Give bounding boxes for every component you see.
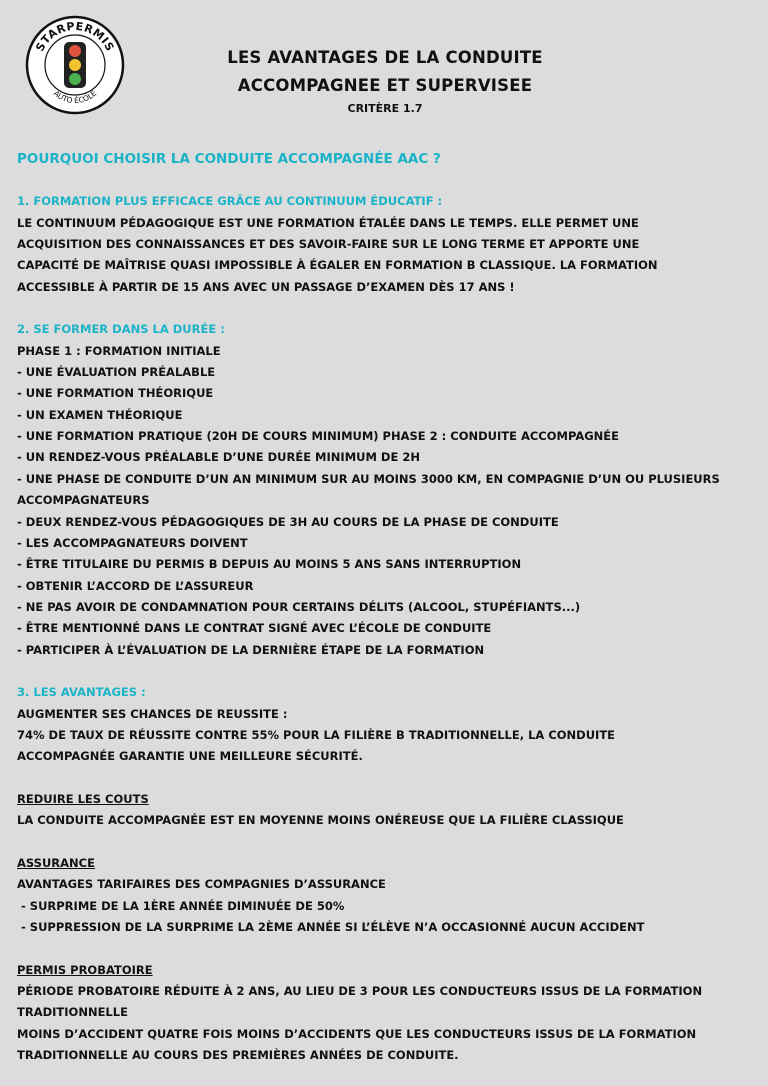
list-item: - ÊTRE TITULAIRE DU PERMIS B DEPUIS AU MOINS 5 ANS SANS INTERRUPTION [17,557,522,572]
text-line: MOINS D’ACCIDENT QUATRE FOIS MOINS D’ACCIDENTS QUE LES CONDUCTEURS ISSUS DE LA FORMATION [17,1026,697,1041]
criterion-label: CRITÈRE 1.7 [347,102,423,115]
list-item: - SURPRIME DE LA 1ÈRE ANNÉE DIMINUÉE DE 50% [17,898,345,913]
reussite-title: AUGMENTER SES CHANCES DE REUSSITE : [17,706,288,721]
list-item: - DEUX RENDEZ-VOUS PÉDAGOGIQUES DE 3H AU COURS DE LA PHASE DE CONDUITE [17,514,559,529]
section2-list [17,341,752,661]
list-item: - PARTICIPER À L’ÉVALUATION DE LA DERNIÈRE ÉTAPE DE LA FORMATION [17,642,485,657]
document-body [17,149,752,1066]
text-line: PÉRIODE PROBATOIRE RÉDUITE À 2 ANS, AU LIEU DE 3 POUR LES CONDUCTEURS ISSUS DE LA FORMATION [17,984,703,999]
list-item: - OBTENIR L’ACCORD DE L’ASSUREUR [17,578,254,593]
list-item: - UNE ÉVALUATION PRÉALABLE [17,365,216,380]
list-item: - UNE FORMATION PRATIQUE (20H DE COURS MINIMUM) PHASE 2 : CONDUITE ACCOMPAGNÉE [17,429,620,444]
couts-title: REDUIRE LES COUTS [17,791,149,806]
section1-heading: 1. FORMATION PLUS EFFICACE GRÂCE AU CONTINUUM ÉDUCATIF : [17,194,443,209]
text-line: AVANTAGES TARIFAIRES DES COMPAGNIES D’ASSURANCE [17,877,386,892]
text-line: LE CONTINUUM PÉDAGOGIQUE EST UNE FORMATION ÉTALÉE DANS LE TEMPS. ELLE PERMET UNE [17,215,639,230]
text-line: TRADITIONNELLE [17,1005,128,1020]
page-title-line1: LES AVANTAGES DE LA CONDUITE [227,48,543,67]
text-line: ACCOMPAGNÉE GARANTIE UNE MEILLEURE SÉCURITÉ. [17,749,363,764]
list-item: - UN EXAMEN THÉORIQUE [17,407,183,422]
logo-top-text: STARPERMIS [33,19,117,54]
list-item: ACCOMPAGNATEURS [17,493,150,508]
header [150,44,620,115]
logo-bottom-text: AUTO ÉCOLE [51,88,99,106]
probatoire-title: PERMIS PROBATOIRE [17,962,153,977]
list-item: - NE PAS AVOIR DE CONDAMNATION POUR CERTAINS DÉLITS (ALCOOL, STUPÉFIANTS...) [17,599,581,614]
text-line: LA CONDUITE ACCOMPAGNÉE EST EN MOYENNE MOINS ONÉREUSE QUE LA FILIÈRE CLASSIQUE [17,813,624,828]
section2-heading: 2. SE FORMER DANS LA DURÉE : [17,322,225,337]
section3-heading: 3. LES AVANTAGES : [17,685,146,700]
list-item: - UNE PHASE DE CONDUITE D’UN AN MINIMUM SUR AU MOINS 3000 KM, EN COMPAGNIE D’UN OU PLUSIEURS [17,471,720,486]
list-item: - UN RENDEZ-VOUS PRÉALABLE D’UNE DURÉE MINIMUM DE 2H [17,450,420,465]
intro-heading: POURQUOI CHOISIR LA CONDUITE ACCOMPAGNÉE AAC ? [17,151,441,167]
list-item: - UNE FORMATION THÉORIQUE [17,386,214,401]
assurance-title: ASSURANCE [17,856,95,870]
starpermis-logo [24,14,126,116]
text-line: ACCESSIBLE À PARTIR DE 15 ANS AVEC UN PASSAGE D’EXAMEN DÈS 17 ANS ! [17,279,515,294]
text-line: 74% DE TAUX DE RÉUSSITE CONTRE 55% POUR LA FILIÈRE B TRADITIONNELLE, LA CONDUITE [17,727,616,742]
page-title-line2: ACCOMPAGNEE ET SUPERVISEE [237,76,533,95]
text-line: TRADITIONNELLE AU COURS DES PREMIÈRES ANNÉES DE CONDUITE. [17,1048,459,1063]
list-item: PHASE 1 : FORMATION INITIALE [17,343,221,358]
traffic-light-icon [64,42,86,88]
text-line: ACQUISITION DES CONNAISSANCES ET DES SAVOIR-FAIRE SUR LE LONG TERME ET APPORTE UNE [17,237,640,252]
list-item: - ÊTRE MENTIONNÉ DANS LE CONTRAT SIGNÉ AVEC L’ÉCOLE DE CONDUITE [17,621,492,636]
text-line: CAPACITÉ DE MAÎTRISE QUASI IMPOSSIBLE À ÉGALER EN FORMATION B CLASSIQUE. LA FORMATION [17,258,658,273]
list-item: - LES ACCOMPAGNATEURS DOIVENT [17,535,248,550]
list-item: - SUPPRESSION DE LA SURPRIME LA 2ÈME ANNÉE SI L’ÉLÈVE N’A OCCASIONNÉ AUCUN ACCIDENT [17,920,645,935]
section1-text [17,213,752,298]
